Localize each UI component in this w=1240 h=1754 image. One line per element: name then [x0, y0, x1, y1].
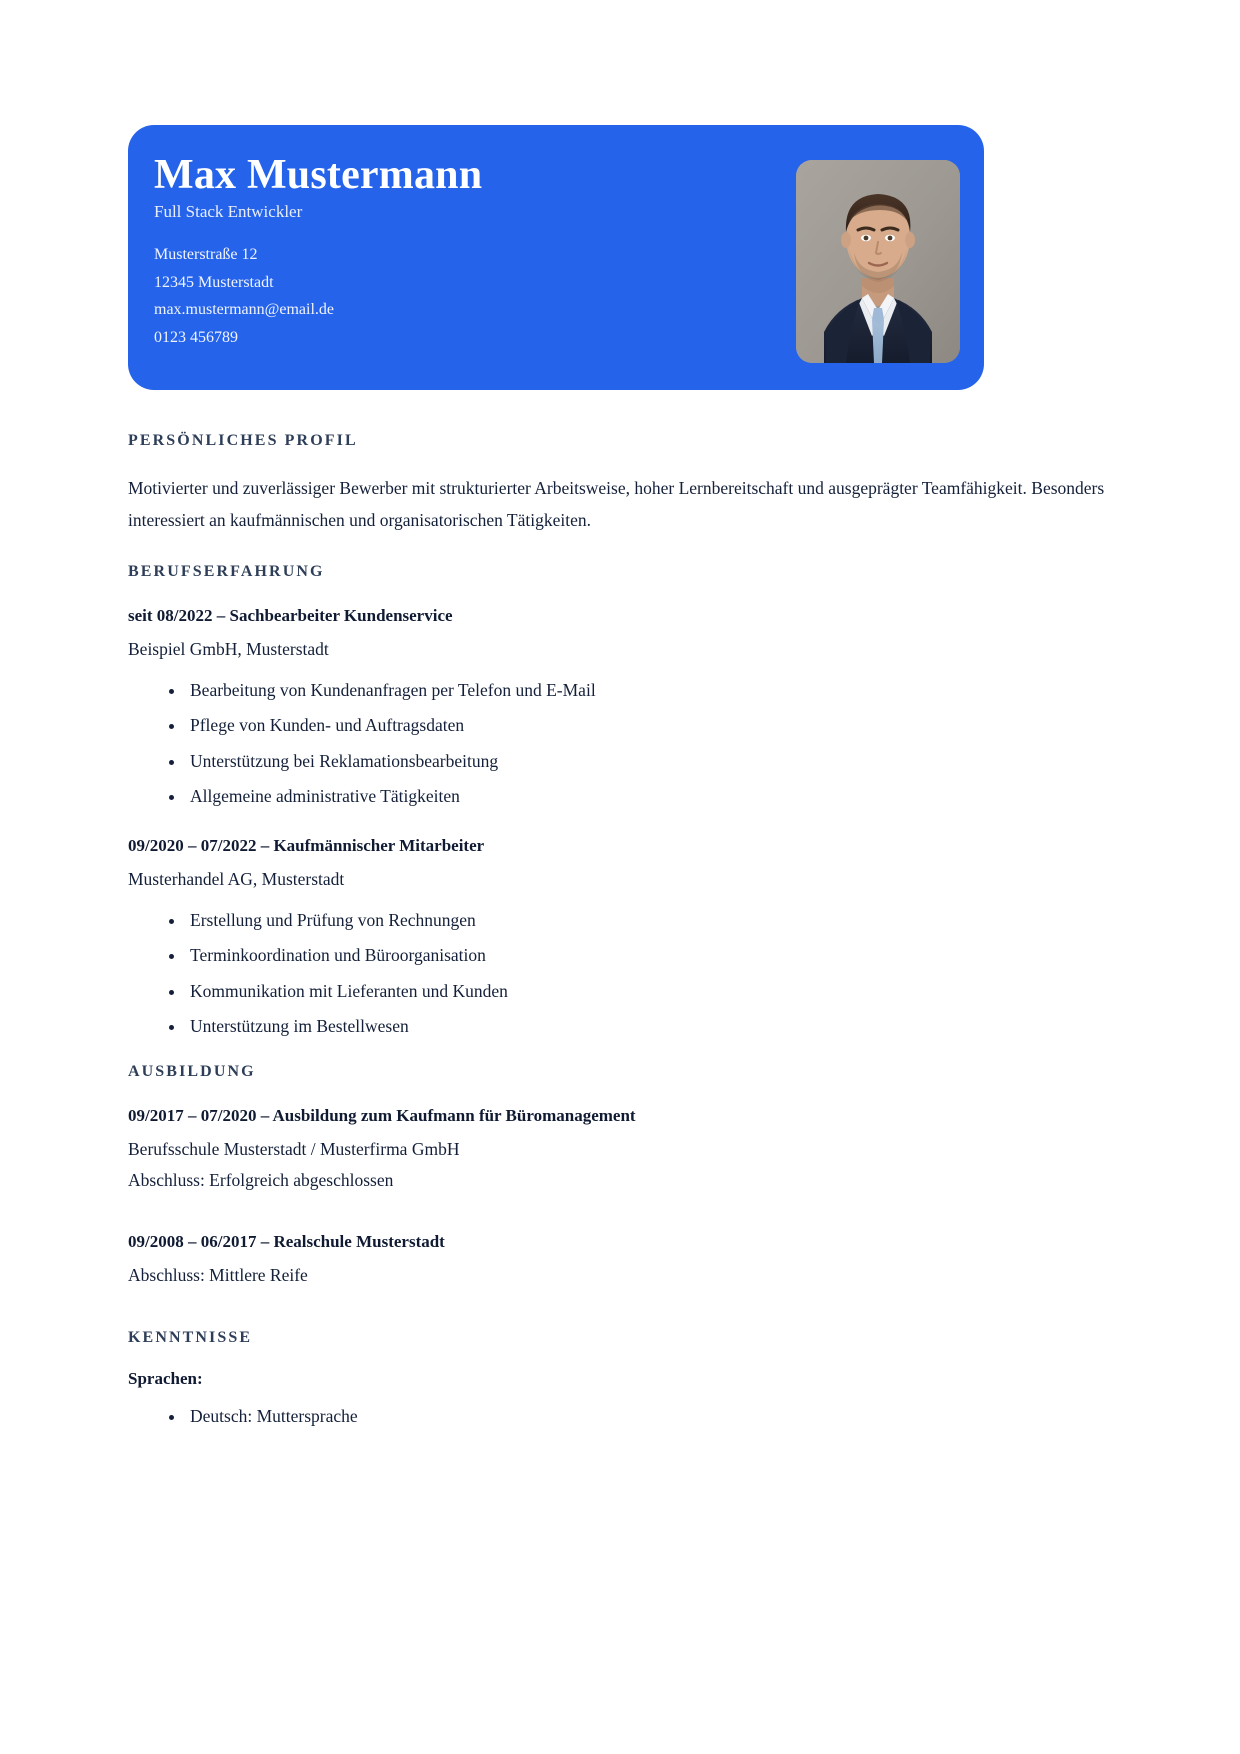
experience-entry-title: seit 08/2022 – Sachbearbeiter Kundenservice [128, 605, 453, 625]
section-skills [128, 1329, 1128, 1431]
education-entry-institution: Abschluss: Mittlere Reife [128, 1265, 308, 1285]
contact-phone[interactable]: 0123 456789 [154, 328, 238, 346]
list-item: • Deutsch: Muttersprache [186, 1401, 1128, 1431]
education-entry [128, 1103, 1128, 1195]
contact-street: Musterstraße 12 [154, 246, 258, 264]
contact-city: 12345 Musterstadt [154, 273, 274, 291]
education-entry [128, 1229, 1128, 1290]
experience-entry [128, 603, 1128, 664]
experience-bullet-list [128, 675, 1128, 810]
job-title: Full Stack Entwickler [154, 202, 303, 222]
avatar [796, 160, 960, 363]
spacer [128, 1297, 1128, 1329]
section-heading-profile: PERSÖNLICHES PROFIL [128, 432, 358, 449]
contact-email[interactable]: max.mustermann@email.de [154, 301, 335, 319]
list-item: • Unterstützung bei Reklamationsbearbeitung [186, 746, 1128, 776]
list-item: • Pflege von Kunden- und Auftragsdaten [186, 710, 1128, 740]
section-heading-experience: BERUFSERFAHRUNG [128, 562, 325, 580]
experience-entry-company: Musterhandel AG, Musterstadt [128, 869, 345, 890]
education-entry-result: Abschluss: Erfolgreich abgeschlossen [128, 1170, 394, 1191]
spacer [128, 1203, 1128, 1229]
profile-text: Motivierter und zuverlässiger Bewerber mit strukturierter Arbeitsweise, hoher Lernbereitschaft und ausgeprägter Teamfähigkeit. Besonders interessiert an kaufmännischen und organisatorischen Tätigkeiten. [128, 478, 1105, 531]
section-profile [128, 432, 1128, 537]
portrait-photo-icon [796, 160, 960, 363]
education-entry-title: 09/2017 – 07/2020 – Ausbildung zum Kaufmann für Büromanagement [128, 1105, 636, 1125]
list-item: • Terminkoordination und Büroorganisation [186, 940, 1128, 970]
list-item: • Erstellung und Prüfung von Rechnungen [186, 905, 1128, 935]
section-experience [128, 563, 1128, 1041]
list-item: • Bearbeitung von Kundenanfragen per Telefon und E-Mail [186, 675, 1128, 705]
experience-entry-title: 09/2020 – 07/2022 – Kaufmännischer Mitarbeiter [128, 835, 485, 855]
experience-bullet-list [128, 905, 1128, 1040]
education-entry-institution: Berufsschule Musterstadt / Musterfirma GmbH [128, 1139, 460, 1160]
list-item: • Kommunikation mit Lieferanten und Kunden [186, 976, 1128, 1006]
list-item: • Allgemeine administrative Tätigkeiten [186, 781, 1128, 811]
page-title: Max Mustermann [154, 152, 483, 198]
section-education [128, 1063, 1128, 1329]
experience-entry-company: Beispiel GmbH, Musterstadt [128, 639, 329, 660]
education-entry-title: 09/2008 – 06/2017 – Realschule Musterstadt [128, 1231, 445, 1251]
section-heading-skills: KENNTNISSE [128, 1329, 253, 1347]
section-heading-education: AUSBILDUNG [128, 1062, 256, 1080]
skills-language-list [128, 1401, 1128, 1431]
list-item: • Unterstützung im Bestellwesen [186, 1011, 1128, 1041]
resume-body [128, 432, 1128, 1453]
experience-entry [128, 833, 1128, 894]
skills-languages-label: Sprachen: [128, 1369, 203, 1389]
